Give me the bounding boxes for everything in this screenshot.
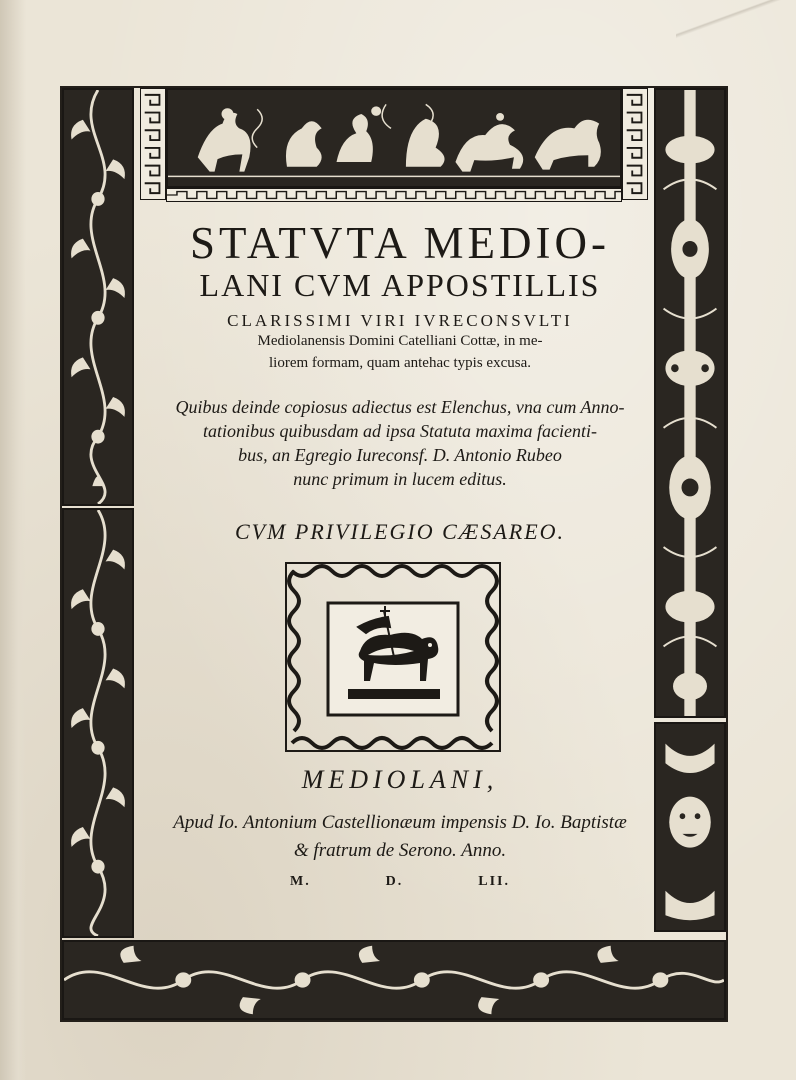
description-line-3: bus, an Egregio Iureconsf. D. Antonio Rubeo	[238, 445, 562, 465]
top-border-animal-frieze	[166, 88, 622, 188]
bottom-border-foliage	[62, 940, 726, 1020]
foliage-icon	[64, 942, 724, 1018]
imprint-year	[290, 874, 510, 890]
candelabra-icon	[656, 90, 724, 716]
year-part-1: M.	[290, 874, 311, 889]
left-border-foliage-upper	[62, 88, 134, 506]
mask-ornament-icon	[656, 724, 724, 930]
page-fold-shadow	[676, 0, 796, 40]
lamb-with-banner-icon	[284, 561, 502, 753]
top-meander-strip	[166, 188, 622, 202]
foliage-icon	[64, 510, 132, 936]
title-block	[150, 205, 650, 544]
page-gutter-shadow	[0, 0, 26, 1080]
right-border-candelabra	[654, 88, 726, 718]
title-line-3: CLARISSIMI VIRI IVRECONSVLTI	[227, 311, 573, 330]
title-line-4: Mediolanensis Domini Catelliani Cottæ, in me-	[257, 333, 543, 349]
top-right-meander-ornament	[622, 88, 648, 200]
imprint-city: MEDIOLANI,	[301, 765, 499, 794]
title-line-5: liorem formam, quam antehac typis excusa.	[269, 355, 531, 371]
description-line-2: tationibus quibusdam ad ipsa Statuta maxima facienti-	[203, 421, 597, 441]
agnus-dei-emblem	[284, 561, 502, 753]
title-line-1: STATVTA MEDIO-	[189, 218, 611, 268]
title-line-2: LANI CVM APPOSTILLIS	[199, 267, 601, 303]
top-left-meander-ornament	[140, 88, 166, 200]
right-border-mask-panel	[654, 722, 726, 932]
description-line-1: Quibus deinde copiosus adiectus est Elenchus, vna cum Anno-	[175, 397, 625, 417]
foliage-icon	[64, 90, 132, 504]
publisher-line-1: Apud Io. Antonium Castellionæum impensis D. Io. Baptistæ	[173, 812, 627, 833]
privilege-line: CVM PRIVILEGIO CÆSAREO.	[234, 519, 566, 544]
year-part-2: D.	[385, 874, 404, 889]
description-line-4: nunc primum in lucem editus.	[293, 469, 507, 489]
publisher-line-2: & fratrum de Serono. Anno.	[293, 840, 507, 861]
year-part-3: LII.	[478, 874, 510, 889]
animal-frieze-icon	[168, 90, 620, 186]
left-border-foliage-lower	[62, 508, 134, 938]
